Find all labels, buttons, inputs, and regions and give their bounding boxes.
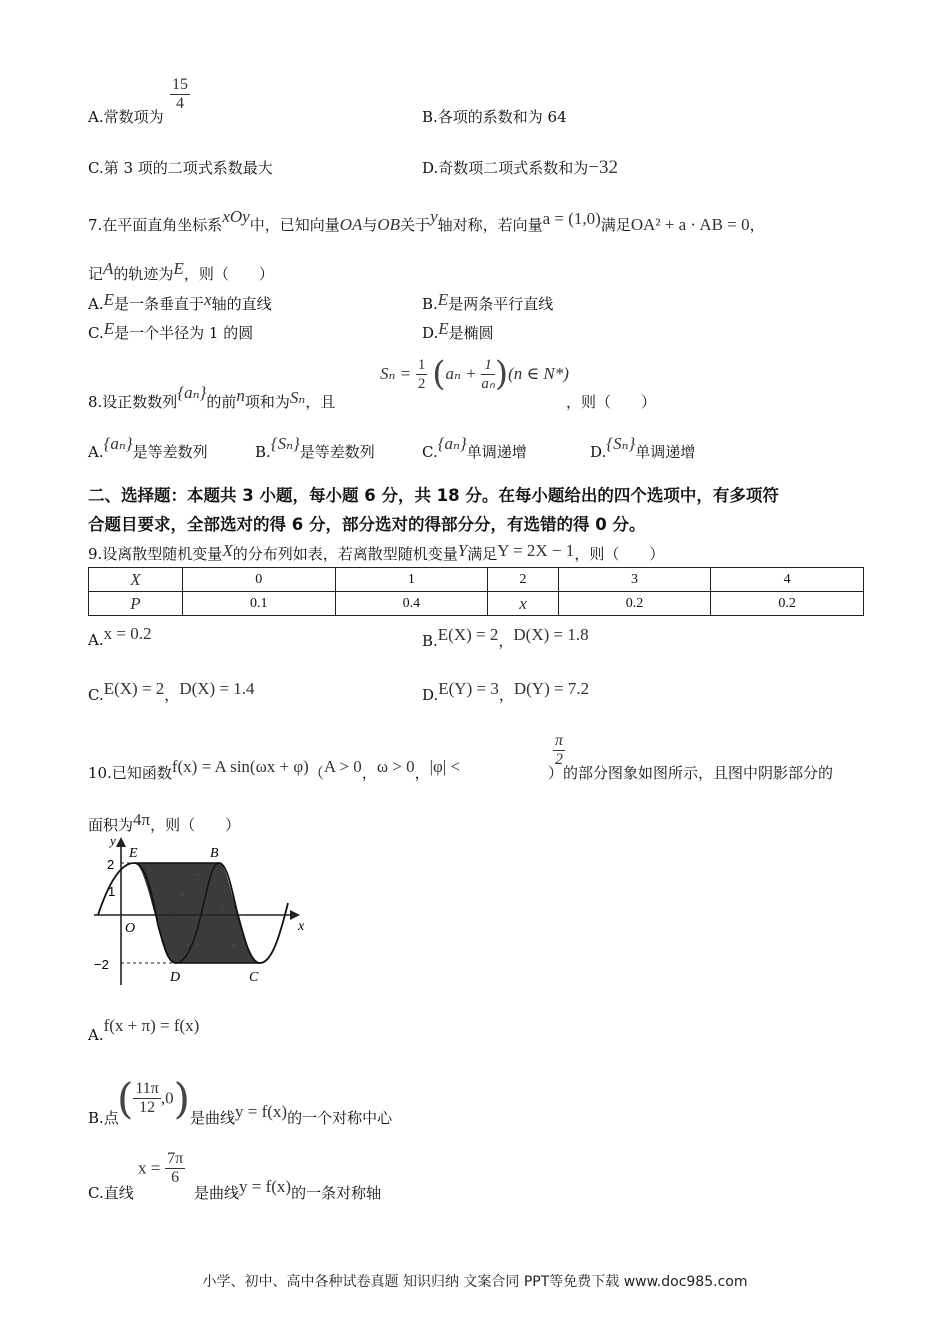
q7-line2: 记A的轨迹为E，则（ ） xyxy=(88,259,274,283)
table-cell: 1 xyxy=(335,568,488,592)
q6-option-c: C.第 3 项的二项式系数最大 xyxy=(88,159,273,177)
point-c-label: C xyxy=(249,970,259,985)
distribution-table xyxy=(88,567,864,616)
q10-option-c: C.直线 xyxy=(88,1184,134,1202)
q8-formula: Sₙ = $\frac{1}{2}$ (aₙ + $\frac{1}{\text{aₙ}}$ )(n ∈ N*) xyxy=(380,354,569,394)
q10-option-b-text: 是曲线y = f(x)的一个对称中心 xyxy=(190,1102,393,1127)
q10-stem: 10.已知函数f(x) = A sin(ωx + φ)（A > 0，ω > 0，|φ| < xyxy=(88,757,461,782)
q8-stem: 8.设正数数列{aₙ}的前n项和为Sₙ，且 xyxy=(88,383,336,411)
sine-graph xyxy=(88,835,313,995)
tick-2: 2 xyxy=(107,857,115,872)
q7-option-b: B.E是两条平行直线 xyxy=(422,290,554,313)
q6-fraction: $\frac{15}{4}$ xyxy=(172,76,188,112)
shaded-region xyxy=(134,863,260,963)
table-cell: x xyxy=(488,592,559,616)
table-row xyxy=(89,592,864,616)
q8-stem-end: ，则（ ） xyxy=(566,393,657,411)
section2-heading-line2: 合题目要求，全部选对的得 6 分，部分选对的得部分分，有选错的得 0 分。 xyxy=(88,515,646,534)
q10-option-b: B.点 xyxy=(88,1109,119,1127)
q10-option-c-line: x = $\frac{7\pi}{6}$ xyxy=(138,1150,184,1186)
q9-option-d: D.E(Y) = 3，D(Y) = 7.2 xyxy=(422,679,590,704)
q7-option-d: D.E是椭圆 xyxy=(422,319,494,342)
origin-label: O xyxy=(125,921,136,936)
q10-line2: 面积为4π，则（ ） xyxy=(88,810,241,834)
q7-option-c: C.E是一个半径为 1 的圆 xyxy=(88,319,254,342)
table-cell: 3 xyxy=(558,568,711,592)
y-axis-label: y xyxy=(110,835,116,848)
table-cell: 2 xyxy=(488,568,559,592)
q6-option-b: B.各项的系数和为 64 xyxy=(422,108,567,126)
q10-stem-end: ）的部分图象如图所示，且图中阴影部分的 xyxy=(548,764,834,782)
table-row xyxy=(89,568,864,592)
q6-option-a: A.常数项为 xyxy=(88,108,164,126)
q9-option-b: B.E(X) = 2，D(X) = 1.8 xyxy=(422,625,589,650)
q10-option-a: A.f(x + π) = f(x) xyxy=(88,1016,200,1044)
q10-pi-fraction: $\frac{\pi}{2}$ xyxy=(555,732,564,768)
q8-options: A.{aₙ}是等差数列 xyxy=(88,434,208,461)
q7-option-a: A.E是一条垂直于x轴的直线 xyxy=(88,290,272,313)
y-axis-arrow xyxy=(116,837,126,847)
q9-option-c: C.E(X) = 2，D(X) = 1.4 xyxy=(88,679,255,704)
page-footer: 小学、初中、高中各种试卷真题 知识归纳 文案合同 PPT等免费下载 www.doc985.com xyxy=(202,1274,748,1290)
table-cell: 0 xyxy=(182,568,335,592)
q8-option-b: B.{Sₙ}是等差数列 xyxy=(255,434,375,461)
table-cell: P xyxy=(89,592,183,616)
table-cell: 0.2 xyxy=(711,592,864,616)
x-axis-label: x xyxy=(298,919,305,934)
table-cell: 0.2 xyxy=(558,592,711,616)
tick-minus-2: −2 xyxy=(94,957,109,972)
table-cell: 4 xyxy=(711,568,864,592)
q8-option-d: D.{Sₙ}单调递增 xyxy=(590,434,696,461)
q9-stem: 9.设离散型随机变量X的分布列如表，若离散型随机变量Y满足Y = 2X − 1，则（ ） xyxy=(88,541,665,563)
q9-option-a: A.x = 0.2 xyxy=(88,624,152,649)
q6-option-d: D.奇数项二项式系数和为−32 xyxy=(422,157,618,178)
table-cell: X xyxy=(89,568,183,592)
point-b-label: B xyxy=(210,846,219,861)
q7-stem: 7.在平面直角坐标系xOy中，已知向量OA与OB关于y轴对称，若向量a = (1,0)满足OA² + a · AB = 0， xyxy=(88,207,765,234)
tick-1: 1 xyxy=(108,884,116,899)
table-cell: 0.4 xyxy=(335,592,488,616)
q8-option-c: C.{aₙ}单调递增 xyxy=(422,434,527,461)
table-cell: 0.1 xyxy=(182,592,335,616)
point-e-label: E xyxy=(129,846,138,861)
section2-heading-line1: 二、选择题：本题共 3 小题，每小题 6 分，共 18 分。在每小题给出的四个选项中，有多项符 xyxy=(88,486,779,505)
q10-option-b-point: ( $\frac{11\pi}{12}$ ,0) xyxy=(117,1074,191,1123)
q10-option-c-text: 是曲线y = f(x)的一条对称轴 xyxy=(194,1177,382,1202)
point-d-label: D xyxy=(170,970,181,985)
